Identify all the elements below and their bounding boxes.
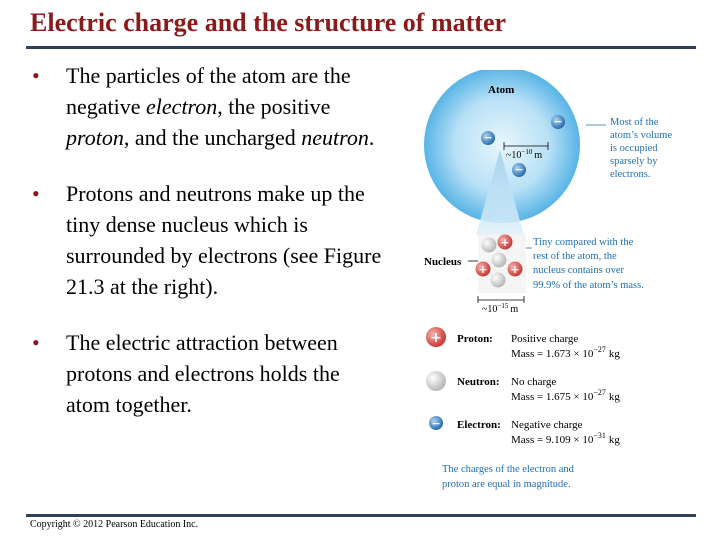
svg-text:atom’s volume: atom’s volume xyxy=(610,130,673,141)
nucleus-proton xyxy=(476,262,491,277)
svg-text:+: + xyxy=(500,236,510,249)
emphasized-term: neutron xyxy=(301,125,369,150)
legend-electron-mass: Mass = $9.109 \times 10^{-31}$ kg xyxy=(511,431,620,446)
svg-text:−: − xyxy=(514,163,524,176)
emphasized-term: proton xyxy=(66,125,124,150)
svg-text:is occupied: is occupied xyxy=(610,143,658,154)
nucleus-size-label: $\sim 10^{-15}$ m xyxy=(482,302,519,315)
title-divider xyxy=(26,46,696,49)
nucleus-label: Nucleus xyxy=(424,256,462,268)
emphasized-term: electron xyxy=(146,94,218,119)
svg-text:proton are equal in magnitude.: proton are equal in magnitude. xyxy=(442,479,571,490)
bullet-text-segment: The electric attraction between protons and electrons holds the atom together. xyxy=(66,330,340,417)
bullet-text xyxy=(66,181,381,299)
atom-size-label: $\sim 10^{-10}$ m xyxy=(506,148,543,161)
svg-text:−: − xyxy=(431,417,441,430)
legend-electron-icon xyxy=(429,416,443,430)
footer-divider xyxy=(26,514,696,517)
atom-label: Atom xyxy=(488,84,515,96)
svg-text:The charges of the electron an: The charges of the electron and xyxy=(442,464,574,475)
svg-text:Tiny compared with the: Tiny compared with the xyxy=(533,237,634,248)
legend-neutron-charge: No charge xyxy=(511,376,557,388)
nucleus-neutron xyxy=(482,238,497,253)
svg-text:99.9% of the atom’s mass.: 99.9% of the atom’s mass. xyxy=(533,280,644,291)
nucleus-proton xyxy=(508,262,523,277)
svg-text:sparsely by: sparsely by xyxy=(610,156,658,167)
legend-electron-label: Electron: xyxy=(457,419,501,431)
copyright-notice: Copyright © 2012 Pearson Education Inc. xyxy=(30,519,199,530)
bullet-text-segment: . xyxy=(368,125,375,150)
nucleus-neutron xyxy=(492,253,507,268)
svg-text:−: − xyxy=(553,115,563,128)
bullet-item xyxy=(32,60,382,153)
legend-proton-label: Proton: xyxy=(457,333,493,345)
legend-proton-charge: Positive charge xyxy=(511,333,579,345)
bullet-marker: • xyxy=(32,63,40,88)
nucleus-proton xyxy=(498,235,513,250)
svg-text:nucleus contains over: nucleus contains over xyxy=(533,265,624,276)
bullet-text xyxy=(66,63,374,150)
legend-proton-icon xyxy=(426,327,446,347)
legend-neutron-icon xyxy=(426,371,446,391)
bullet-marker: • xyxy=(32,330,40,355)
nucleus-note xyxy=(533,237,644,291)
svg-text:+: + xyxy=(478,263,488,276)
slide-title: Electric charge and the structure of matter xyxy=(30,8,507,37)
legend-neutron-mass: Mass = $1.675 \times 10^{-27}$ kg xyxy=(511,388,620,403)
bullet-item xyxy=(32,178,382,302)
bullet-text-segment: , and the uncharged xyxy=(123,125,302,150)
bullet-text-segment: Protons and neutrons make up the tiny dense nucleus which is surrounded by electrons (see Figure 21.3 at the right). xyxy=(66,181,382,299)
atom-electron xyxy=(481,131,495,145)
svg-text:+: + xyxy=(510,263,520,276)
svg-text:electrons.: electrons. xyxy=(610,169,651,180)
svg-text:+: + xyxy=(430,330,442,346)
svg-text:Most of the: Most of the xyxy=(610,117,659,128)
bullet-marker: • xyxy=(32,181,40,206)
atom-electron xyxy=(512,163,526,177)
legend-proton-mass: Mass = $1.673 \times 10^{-27}$ kg xyxy=(511,345,620,360)
atom-electron xyxy=(551,115,565,129)
legend-neutron-label: Neutron: xyxy=(457,376,500,388)
legend-electron-charge: Negative charge xyxy=(511,419,583,431)
atom-note xyxy=(610,117,672,180)
bullet-item xyxy=(32,327,382,420)
bullet-list xyxy=(32,60,382,445)
svg-text:−: − xyxy=(483,131,493,144)
bullet-text-segment: , the positive xyxy=(217,94,331,119)
nucleus-neutron xyxy=(491,273,506,288)
charge-equality-note xyxy=(442,464,575,490)
atom-structure-figure xyxy=(420,70,710,500)
bullet-text-segment: The particles of the atom are the negative xyxy=(66,63,351,119)
bullet-text xyxy=(66,330,340,417)
svg-text:rest of the atom, the: rest of the atom, the xyxy=(533,251,617,262)
